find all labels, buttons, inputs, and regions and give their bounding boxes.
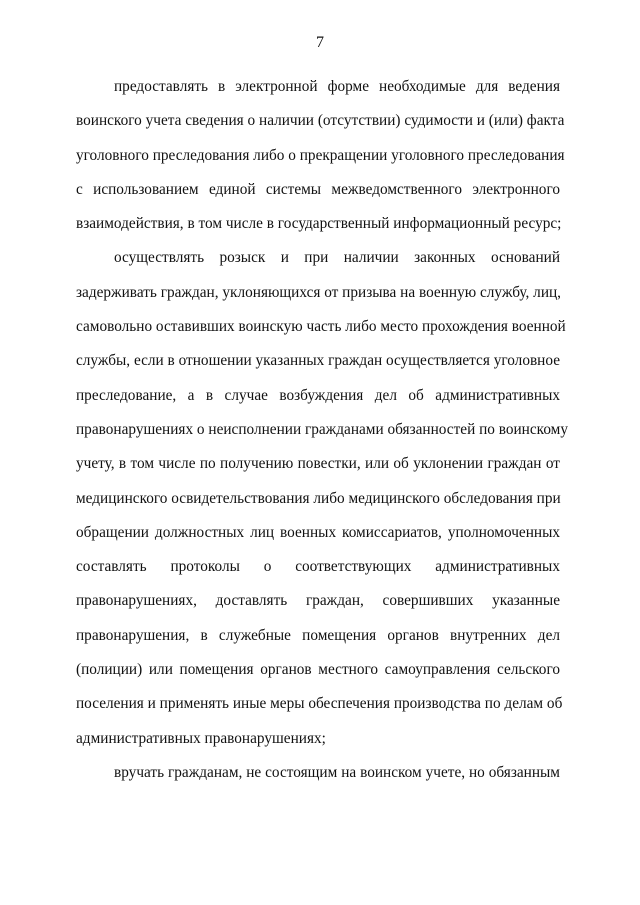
text-line: предоставлять в электронной форме необходимые для ведения [114, 78, 560, 95]
text-line: взаимодействия, в том числе в государственный информационный ресурс; [76, 215, 562, 233]
text-line: самовольно оставивших воинскую часть либо место прохождения военной [76, 318, 566, 336]
text-line: осуществлять розыск и при наличии законных оснований [114, 249, 560, 267]
text-line: составлять протоколы о соответствующих административных [76, 558, 560, 576]
text-line: воинского учета сведения о наличии (отсутствии) судимости и (или) факта [76, 112, 565, 130]
text-line: правонарушениях о неисполнении гражданами обязанностей по воинскому [76, 420, 569, 438]
text-line: задерживать граждан, уклоняющихся от призыва на военную службу, лиц, [76, 283, 562, 301]
text-line: правонарушения, в служебные помещения органов внутренних дел [76, 626, 560, 644]
text-line: вручать гражданам, не состоящим на воинском учете, но обязанным [114, 763, 560, 781]
page-number: 7 [316, 34, 324, 51]
text-line: уголовного преследования либо о прекращении уголовного преследования [76, 146, 565, 164]
text-line: медицинского освидетельствования либо медицинского обследования при [76, 489, 561, 507]
paragraph-1 [76, 70, 565, 241]
text-line: преследование, а в случае возбуждения дел об административных [76, 386, 560, 404]
paragraph-3 [76, 756, 560, 790]
text-line: (полиции) или помещения органов местного самоуправления сельского [76, 661, 560, 679]
text-line: правонарушениях, доставлять граждан, совершивших указанные [76, 592, 560, 610]
text-line: службы, если в отношении указанных граждан осуществляется уголовное [76, 352, 560, 370]
paragraph-2 [76, 241, 569, 755]
text-line: обращении должностных лиц военных комиссариатов, уполномоченных [76, 523, 560, 541]
text-line: административных правонарушениях; [76, 729, 326, 747]
text-line: поселения и применять иные меры обеспечения производства по делам об [76, 695, 563, 713]
text-line: с использованием единой системы межведомственного электронного [76, 180, 560, 198]
document-body [76, 70, 569, 790]
text-line: учету, в том числе по получению повестки, или об уклонении граждан от [76, 455, 560, 473]
